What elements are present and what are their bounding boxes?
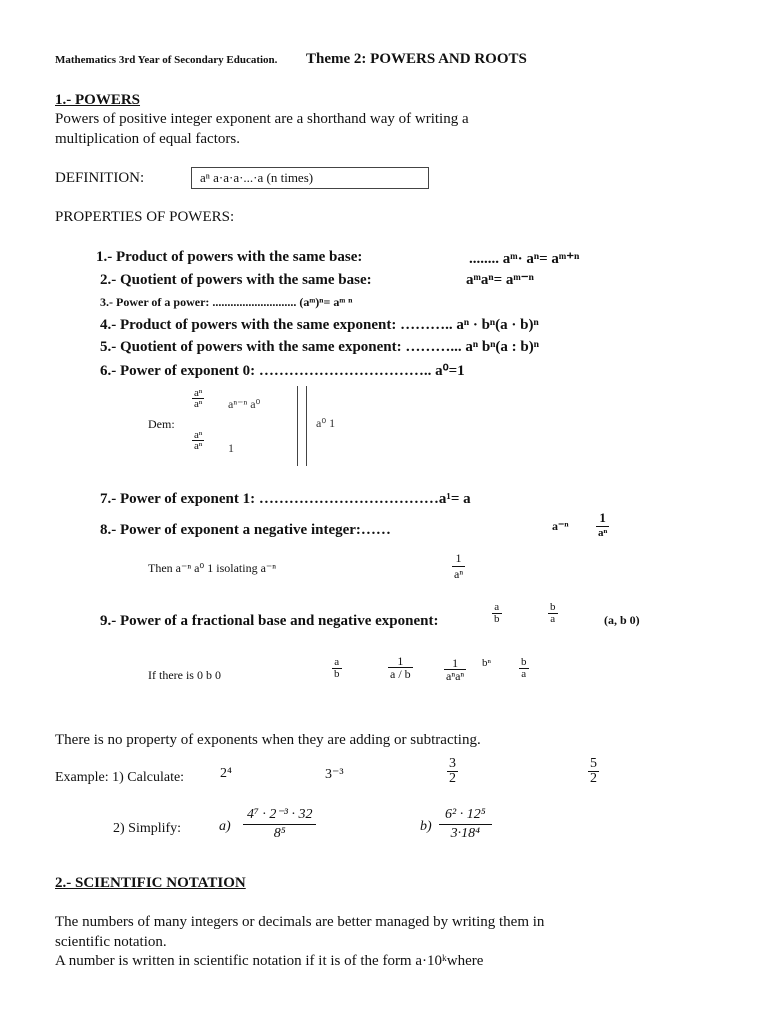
simplify-a-den: 8⁵ xyxy=(273,826,286,841)
simplify-a-label: a) xyxy=(219,819,231,834)
theme-title: Theme 2: POWERS AND ROOTS xyxy=(306,51,527,67)
dem-line1: aⁿ⁻ⁿ a⁰ xyxy=(228,397,261,411)
example-e2: 3⁻³ xyxy=(325,767,344,782)
p8-iso-num: 1 xyxy=(452,551,465,567)
property-3: 3.- Power of a power: ............................ (aᵐ)ⁿ= aᵐ ⁿ xyxy=(100,295,353,309)
powers-heading: 1.- POWERS xyxy=(55,92,141,108)
simplify-label: 2) Simplify: xyxy=(113,821,182,836)
dem-fraction-bottom: $\frac{\text{aⁿ}}{\text{aⁿ}}$ xyxy=(194,429,203,452)
property-1: 1.- Product of powers with the same base: xyxy=(96,249,363,265)
sci-heading: 2.- SCIENTIFIC NOTATION xyxy=(55,875,246,891)
p9-one-a: 1 xyxy=(388,655,413,668)
p9-step-ab: $\frac{a}{b}$ xyxy=(334,656,340,680)
p9-step-one-an xyxy=(444,657,466,682)
simplify-b-num: 6² · 12⁵ xyxy=(439,806,492,825)
p9-ifthere: If there is 0 b 0 xyxy=(148,668,221,682)
property-1-formula: ........ aᵐ· aⁿ= aᵐ⁺ⁿ xyxy=(469,251,580,267)
p9-one-b: 1 xyxy=(444,657,466,670)
definition-formula: aⁿ a·a·a·...·a (n times) xyxy=(200,170,314,185)
property-5: 5.- Quotient of powers with the same exponent: ………... aⁿ bⁿ(a : b)ⁿ xyxy=(100,339,539,355)
p9-step-one-over: $\frac{1}{a / b}$ xyxy=(390,654,411,681)
simplify-a-num: 4⁷ · 2⁻³ · 32 xyxy=(243,806,316,825)
no-property-note: There is no property of exponents when they are adding or subtracting. xyxy=(55,732,481,748)
powers-intro-line2: multiplication of equal factors. xyxy=(55,131,240,147)
sci-line2: scientific notation. xyxy=(55,934,167,950)
course-label: Mathematics 3rd Year of Secondary Education. xyxy=(55,54,278,66)
property-8: 8.- Power of exponent a negative integer:…… xyxy=(100,522,391,538)
p9-fraction-ba: $\frac{b}{a}$ xyxy=(550,601,556,625)
example-e3-den: 2 xyxy=(449,771,456,786)
sci-line3: A number is written in scientific notation if it is of the form a·10ᵏwhere xyxy=(55,953,484,969)
simplify-b-fraction xyxy=(439,806,492,843)
dem-result: a⁰ 1 xyxy=(316,416,336,430)
p9-condition: (a, b 0) xyxy=(604,613,640,627)
p8-isolated-fraction xyxy=(452,551,465,582)
example-e3 xyxy=(447,757,458,786)
property-7: 7.- Power of exponent 1: ………………………………a¹= a xyxy=(100,491,471,507)
sci-line1: The numbers of many integers or decimals are better managed by writing them in xyxy=(55,914,545,930)
properties-heading: PROPERTIES OF POWERS: xyxy=(55,209,235,225)
property-2: 2.- Quotient of powers with the same base: xyxy=(100,272,372,288)
simplify-a-fraction xyxy=(243,806,316,843)
powers-intro-line1: Powers of positive integer exponent are a shorthand way of writing a xyxy=(55,111,469,127)
property-4: 4.- Product of powers with the same exponent: ……….. aⁿ · bⁿ(a · b)ⁿ xyxy=(100,317,539,333)
example-e4-num: 5 xyxy=(590,756,597,771)
p9-bn: bⁿ xyxy=(482,657,491,669)
dem-line2: 1 xyxy=(228,441,234,455)
example-e1: 2⁴ xyxy=(220,766,232,781)
p9-fraction-ab: $\frac{a}{b}$ xyxy=(494,601,500,625)
example-e4 xyxy=(588,757,599,786)
dem-fraction-top: $\frac{\text{aⁿ}}{\text{aⁿ}}$ xyxy=(194,387,203,410)
simplify-b-den: 3·18⁴ xyxy=(450,826,480,841)
property-2-formula: aᵐaⁿ= aᵐ⁻ⁿ xyxy=(466,272,534,288)
property-9: 9.- Power of a fractional base and negative exponent: xyxy=(100,613,439,629)
simplify-b-label: b) xyxy=(420,819,432,834)
dem-brace xyxy=(297,386,307,466)
p8-frac-num: 1 xyxy=(596,510,609,527)
property-6: 6.- Power of exponent 0: …………………………….. a⁰=1 xyxy=(100,363,465,379)
p8-then-line: Then a⁻ⁿ a⁰ 1 isolating a⁻ⁿ xyxy=(148,561,277,575)
p9-an-bn: aⁿaⁿ xyxy=(446,669,465,683)
definition-box xyxy=(191,167,429,189)
definition-label: DEFINITION: xyxy=(55,170,145,186)
dem-label: Dem: xyxy=(148,417,175,431)
property-8-fraction xyxy=(596,510,609,539)
p8-frac-den: aⁿ xyxy=(598,527,608,539)
p9-step-ba: $\frac{b}{a}$ xyxy=(521,656,527,680)
p8-iso-den: aⁿ xyxy=(454,567,464,581)
example-e3-num: 3 xyxy=(449,756,456,771)
property-8-formula: a⁻ⁿ xyxy=(552,519,569,533)
example-e4-den: 2 xyxy=(590,771,597,786)
example-label: Example: 1) Calculate: xyxy=(55,770,185,785)
